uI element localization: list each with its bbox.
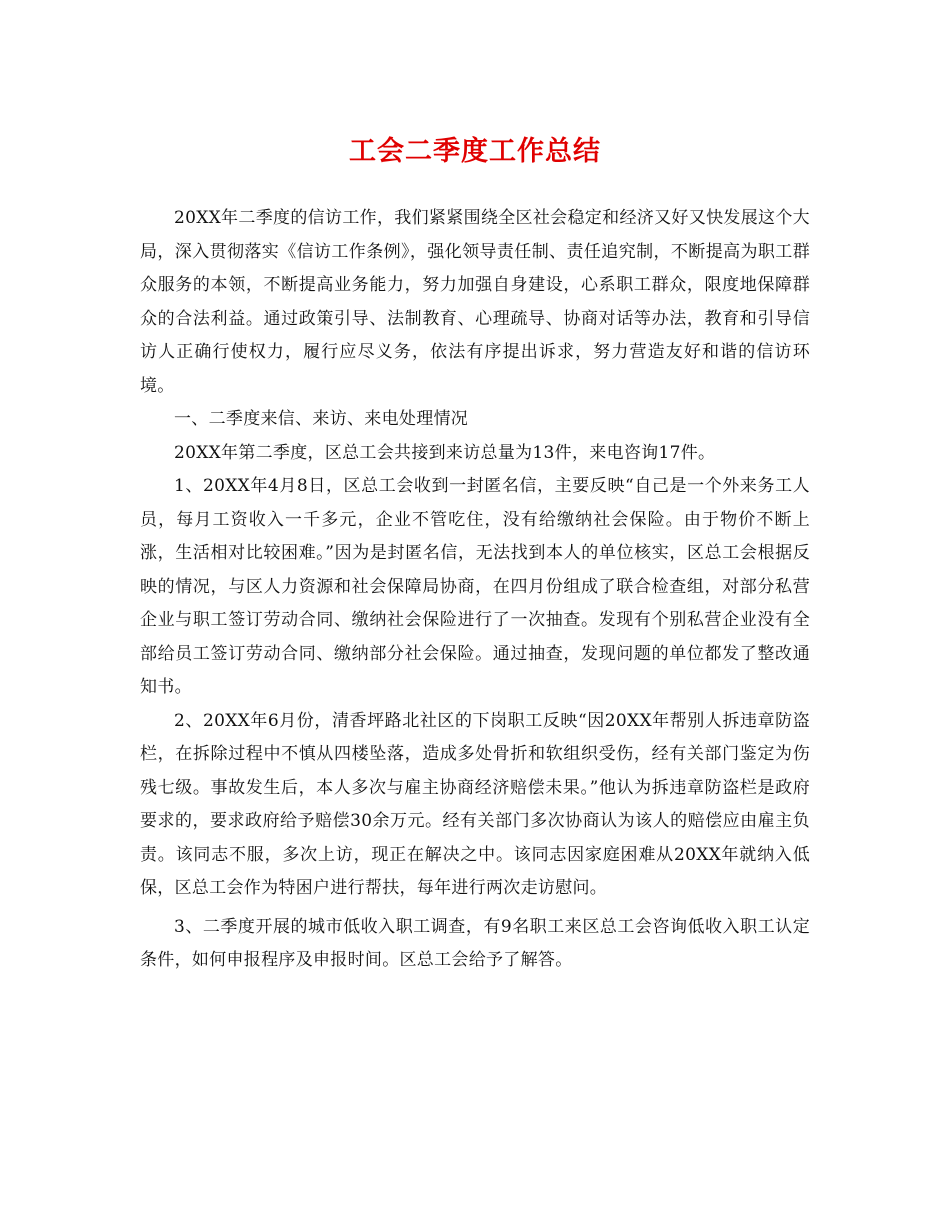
section-heading: 一、二季度来信、来访、来电处理情况 [174,409,469,429]
paragraph-summary: 20XX年第二季度，区总工会共接到来访总量为13件，来电咨询17件。 [174,442,716,463]
paragraph-intro: 20XX年二季度的信访工作，我们紧紧围绕全区社会稳定和经济又好又快发展这个大局，深入贯彻落实《信访工作条例》，强化领导责任制、责任追究制，不断提高为职工群众服务的本领，不断提高业务能力，努力加强自身建设，心系职工群众，限度地保障群众的合法利益。通过政策引导、法制教育、心理疏导、协商对话等办法，教育和引导信访人正确行使权力，履行应尽义务，依法有序提出诉求，努力营造友好和谐的信访环境。 [140,208,810,396]
document-body [140,202,810,978]
paragraph-item-2: 2、20XX年6月份，清香坪路北社区的下岗职工反映“因20XX年帮别人拆违章防盗栏，在拆除过程中不慎从四楼坠落，造成多处骨折和软组织受伤，经有关部门鉴定为伤残七级。事故发生后，本人多次与雇主协商经济赔偿未果。”他认为拆违章防盗栏是政府要求的，要求政府给予赔偿30余万元。经有关部门多次协商认为该人的赔偿应由雇主负责。该同志不服，多次上访，现正在解决之中。该同志因家庭困难从20XX年就纳入低保，区总工会作为特困户进行帮扶，每年进行两次走访慰问。 [140,710,810,898]
document-title: 工会二季度工作总结 [349,136,601,167]
paragraph-item-3: 3、二季度开展的城市低收入职工调查，有9名职工来区总工会咨询低收入职工认定条件，如何申报程序及申报时间。区总工会给予了解答。 [140,916,810,970]
paragraph-item-1: 1、20XX年4月8日，区总工会收到一封匿名信，主要反映“自己是一个外来务工人员，每月工资收入一千多元，企业不管吃住，没有给缴纳社会保险。由于物价不断上涨，生活相对比较困难。”因为是封匿名信，无法找到本人的单位核实，区总工会根据反映的情况，与区人力资源和社会保障局协商，在四月份组成了联合检查组，对部分私营企业与职工签订劳动合同、缴纳社会保险进行了一次抽查。发现有个别私营企业没有全部给员工签订劳动合同、缴纳部分社会保险。通过抽查，发现问题的单位都发了整改通知书。 [140,476,810,697]
